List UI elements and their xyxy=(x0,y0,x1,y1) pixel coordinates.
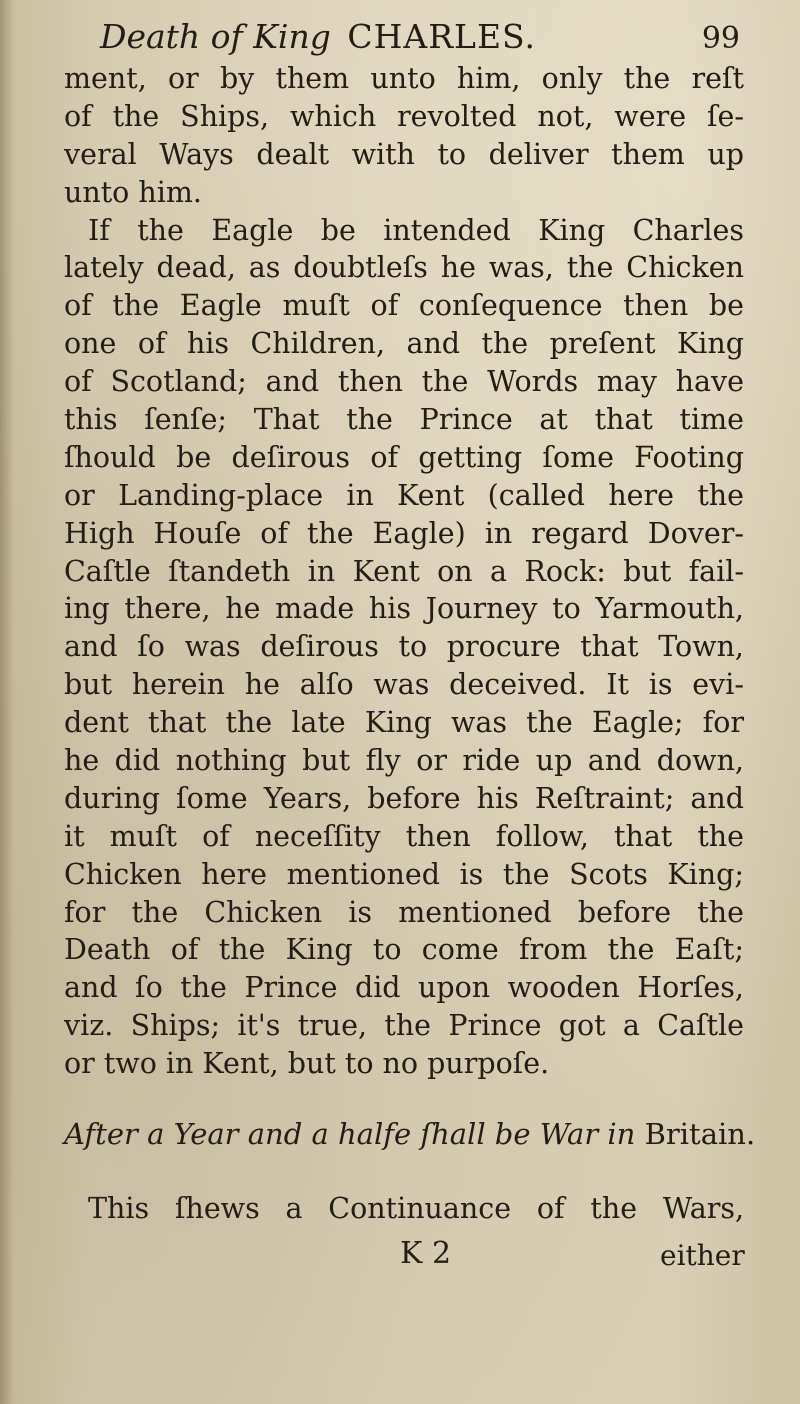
paragraph-1 xyxy=(64,60,744,1083)
text-line: dent that the late King was the Eagle; for xyxy=(64,706,744,740)
text-line: viz. Ships; it's true, the Prince got a Caſtle xyxy=(64,1009,744,1043)
running-head-title-italic: Death of King xyxy=(100,17,331,56)
text-line: and ſo was deſirous to procure that Town, xyxy=(64,630,744,664)
text-line: for the Chicken is mentioned before the xyxy=(64,895,744,929)
text-line: and ſo the Prince did upon wooden Horſes, xyxy=(64,971,744,1005)
running-head xyxy=(100,14,740,60)
text-line: of the Ships, which revolted not, were ſe- xyxy=(64,99,744,133)
text-line: one of his Children, and the preſent King xyxy=(64,327,744,361)
text-line: High Houſe of the Eagle) in regard Dover- xyxy=(64,516,744,550)
text-line: lately dead, as doubtleſs he was, the Chicken xyxy=(64,251,744,285)
text-line: ment, or by them unto him, only the reſt xyxy=(64,62,744,95)
signature-mark: K 2 xyxy=(400,1236,452,1271)
text-line: of Scotland; and then the Words may have xyxy=(64,365,744,399)
running-head-title-caps: CHARLES. xyxy=(347,17,536,56)
section-heading xyxy=(64,1114,756,1154)
text-line: it muſt of neceſſity then follow, that the xyxy=(64,819,744,853)
section-heading-italic: After a Year and a halfe ſhall be War in xyxy=(64,1117,636,1151)
section-heading-roman: Britain. xyxy=(644,1117,756,1151)
text-line: Chicken here mentioned is the Scots King; xyxy=(64,857,744,891)
catchword: either xyxy=(660,1239,745,1272)
text-line: unto him. xyxy=(64,175,202,209)
text-line: Caſtle ſtandeth in Kent on a Rock: but fail- xyxy=(64,554,744,588)
page-gutter-shadow xyxy=(0,0,14,1404)
text-line: or Landing-place in Kent (called here the xyxy=(64,478,744,512)
text-line: during ſome Years, before his Reſtraint; and xyxy=(64,781,744,815)
text-line: or two in Kent, but to no purpoſe. xyxy=(64,1047,550,1081)
text-line: he did nothing but fly or ride up and down, xyxy=(64,744,744,778)
paragraph-2 xyxy=(64,1190,744,1228)
text-line: ing there, he made his Journey to Yarmouth, xyxy=(64,592,744,626)
text-line: this ſenſe; That the Prince at that time xyxy=(64,403,744,437)
text-line: If the Eagle be intended King Charles xyxy=(88,213,744,247)
text-line: This ſhews a Continuance of the Wars, xyxy=(88,1192,744,1225)
text-line: but herein he alſo was deceived. It is evi- xyxy=(64,668,744,702)
text-line: ſhould be deſirous of getting ſome Footing xyxy=(64,440,744,474)
text-line: of the Eagle muſt of conſequence then be xyxy=(64,289,744,323)
text-line: Death of the King to come from the Eaſt; xyxy=(64,933,744,967)
page-number: 99 xyxy=(701,21,740,56)
text-line: veral Ways dealt with to deliver them up xyxy=(64,137,744,171)
